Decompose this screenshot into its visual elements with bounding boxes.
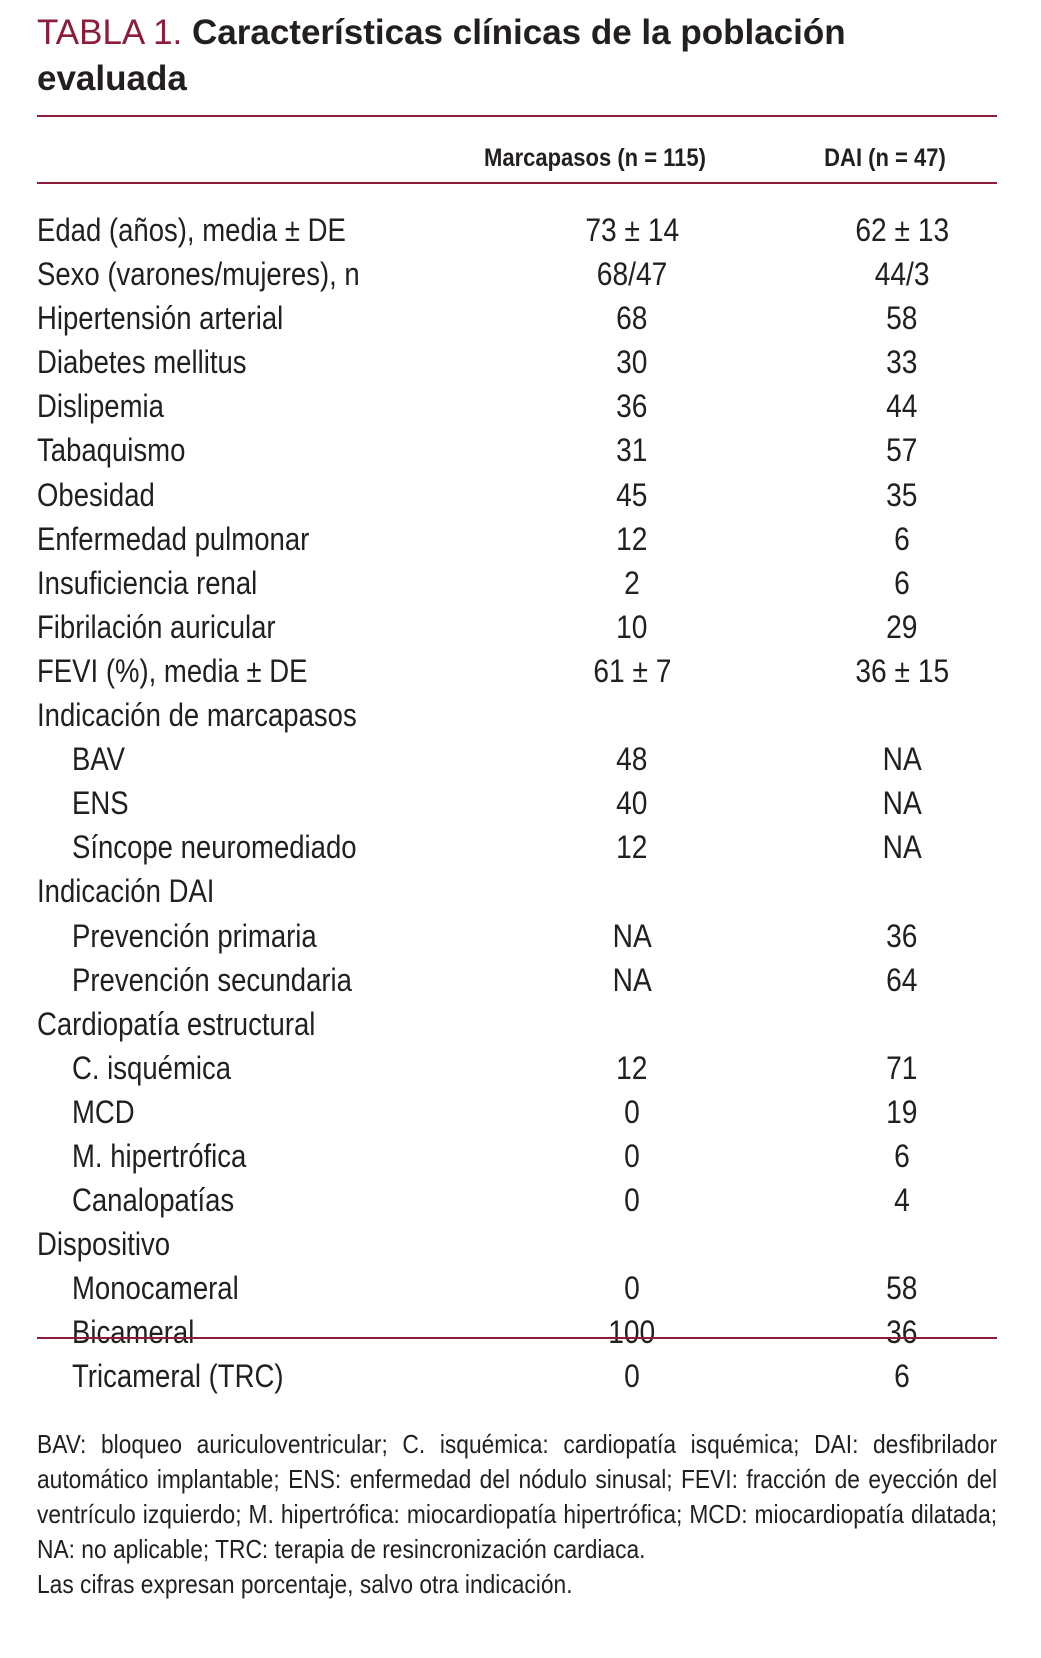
cell-marcapasos [457,252,807,296]
row-label: BAV [72,741,126,778]
cell-value: 33 [886,344,918,381]
cell-value: 58 [886,1270,918,1307]
row-label: Tricameral (TRC) [72,1358,284,1395]
table-row [37,384,997,428]
cell-dai [767,1134,1037,1178]
table-row [37,649,997,693]
cell-marcapasos [457,781,807,825]
cell-dai [767,605,1037,649]
cell-value: NA [882,741,922,778]
table-row [37,825,997,869]
cell-value: 44 [886,388,918,425]
table-row [37,252,997,296]
cell-value: 62 ± 13 [855,212,949,248]
row-label: Canalopatías [72,1182,235,1219]
row-label: Tabaquismo [37,432,186,469]
row-label: Enfermedad pulmonar [37,520,310,557]
row-label: Dislipemia [37,388,164,425]
cell-marcapasos [457,958,807,1002]
cell-marcapasos [457,473,807,517]
table-row [37,605,997,649]
table-row [37,781,997,825]
cell-marcapasos [457,517,807,561]
cell-value: 68 [616,300,648,337]
cell-dai [767,561,1037,605]
cell-value: 45 [616,476,648,513]
table-row [37,1090,997,1134]
cell-dai [767,1310,1037,1354]
cell-value: NA [612,917,652,954]
top-rule [37,115,997,117]
cell-marcapasos [457,1002,807,1046]
cell-value: 58 [886,300,918,337]
table-row [37,1354,997,1398]
cell-dai [767,781,1037,825]
cell-value: 35 [886,476,918,513]
cell-dai [767,1002,1037,1046]
cell-dai [767,1090,1037,1134]
table-row [37,1310,997,1354]
table-row [37,1002,997,1046]
cell-value: 10 [616,608,648,645]
cell-value: 64 [886,961,918,998]
cell-dai [767,914,1037,958]
row-label: MCD [72,1093,135,1130]
table-caption: Características clínicas de la población evaluada [37,13,846,98]
abbreviations-note: BAV: bloqueo auriculoventricular; C. isquémica: cardiopatía isquémica; DAI: desfibrilador automático implantable; ENS: enfermedad del nódulo sinusal; FEVI: fracción de eyección del ventrículo izquierdo; M. hipertrófica: miocardiopatía hipertrófica; MCD: miocardiopatía dilatada; NA: no aplicable; TRC: terapia de resincronización cardiaca. [37,1429,998,1564]
cell-marcapasos [457,649,807,693]
cell-dai [767,1178,1037,1222]
cell-marcapasos [457,737,807,781]
cell-value: 31 [616,432,648,469]
cell-value: 36 [886,1314,918,1351]
row-label: Insuficiencia renal [37,564,258,601]
cell-dai [767,1266,1037,1310]
cell-value: 0 [624,1093,640,1130]
column-header-dai: DAI (n = 47) [824,144,946,172]
cell-dai [767,208,1037,252]
table-row [37,1222,997,1266]
cell-value: NA [882,785,922,822]
cell-marcapasos [457,1046,807,1090]
cell-value: 0 [624,1358,640,1395]
cell-value: 57 [886,432,918,469]
table-row [37,1046,997,1090]
row-label: Edad (años), media ± DE [37,212,346,248]
cell-marcapasos [457,208,807,252]
cell-value: 19 [886,1093,918,1130]
table-row [37,1266,997,1310]
table-row [37,428,997,472]
cell-marcapasos [457,428,807,472]
cell-dai [767,825,1037,869]
table-row [37,296,997,340]
cell-dai [767,252,1037,296]
cell-marcapasos [457,869,807,913]
cell-dai [767,473,1037,517]
cell-dai [767,428,1037,472]
cell-value: 6 [894,520,910,557]
cell-marcapasos [457,1354,807,1398]
cell-marcapasos [457,561,807,605]
cell-value: NA [612,961,652,998]
row-label: ENS [72,785,129,822]
cell-marcapasos [457,914,807,958]
cell-value: 6 [894,1137,910,1174]
table-row [37,517,997,561]
cell-marcapasos [457,693,807,737]
cell-value: 100 [608,1314,656,1351]
row-label: Cardiopatía estructural [37,1005,316,1042]
row-label: Obesidad [37,476,155,513]
table-row [37,693,997,737]
cell-value: 48 [616,741,648,778]
cell-value: 71 [886,1049,918,1086]
cell-dai [767,737,1037,781]
row-label: Bicameral [72,1314,195,1351]
column-header-marcapasos: Marcapasos (n = 115) [484,144,706,172]
cell-value: 36 [886,917,918,954]
row-label: Fibrilación auricular [37,608,276,645]
cell-value: 44/3 [874,256,930,293]
cell-dai [767,340,1037,384]
bottom-rule [37,1337,997,1339]
cell-marcapasos [457,1178,807,1222]
cell-dai [767,384,1037,428]
row-label: C. isquémica [72,1049,232,1086]
cell-value: 6 [894,564,910,601]
cell-value: 36 ± 15 [855,652,949,689]
table-row [37,561,997,605]
cell-value: 30 [616,344,648,381]
row-label: Prevención secundaria [72,961,352,998]
row-label: Hipertensión arterial [37,300,284,337]
cell-marcapasos [457,1266,807,1310]
cell-marcapasos [457,1134,807,1178]
row-label: Sexo (varones/mujeres), n [37,256,360,293]
cell-marcapasos [457,1090,807,1134]
cell-value: 0 [624,1182,640,1219]
header-rule [37,182,997,184]
row-label: Indicación DAI [37,873,215,910]
row-label: Prevención primaria [72,917,317,954]
row-label: Monocameral [72,1270,239,1307]
cell-dai [767,693,1037,737]
cell-dai [767,649,1037,693]
cell-dai [767,517,1037,561]
row-label: M. hipertrófica [72,1137,247,1174]
cell-dai [767,1354,1037,1398]
cell-value: NA [882,829,922,866]
table-row [37,473,997,517]
cell-value: 29 [886,608,918,645]
cell-marcapasos [457,825,807,869]
cell-value: 0 [624,1137,640,1174]
table-row [37,869,997,913]
cell-value: 61 ± 7 [592,652,672,689]
row-label: Dispositivo [37,1226,171,1263]
table-row [37,914,997,958]
cell-dai [767,296,1037,340]
cell-value: 36 [616,388,648,425]
cell-value: 12 [616,829,648,866]
table-row [37,340,997,384]
cell-marcapasos [457,1222,807,1266]
table-row [37,1178,997,1222]
row-label: Indicación de marcapasos [37,697,357,734]
cell-dai [767,1222,1037,1266]
cell-marcapasos [457,296,807,340]
cell-value: 2 [624,564,640,601]
cell-value: 73 ± 14 [585,212,679,248]
cell-value: 6 [894,1358,910,1395]
cell-value: 4 [894,1182,910,1219]
table-footnotes [37,1427,997,1602]
table-number: TABLA 1. [37,13,183,52]
cell-value: 40 [616,785,648,822]
table-row [37,737,997,781]
row-label: Síncope neuromediado [72,829,357,866]
table-row [37,1134,997,1178]
percent-note: Las cifras expresan porcentaje, salvo otra indicación. [37,1569,573,1599]
table-row [37,208,997,252]
row-label: FEVI (%), media ± DE [37,652,308,689]
table-row [37,958,997,1002]
cell-value: 0 [624,1270,640,1307]
cell-value: 12 [616,520,648,557]
row-label: Diabetes mellitus [37,344,247,381]
cell-marcapasos [457,384,807,428]
cell-dai [767,958,1037,1002]
cell-marcapasos [457,1310,807,1354]
cell-value: 12 [616,1049,648,1086]
cell-dai [767,869,1037,913]
table-title [37,10,997,102]
cell-marcapasos [457,605,807,649]
cell-marcapasos [457,340,807,384]
cell-dai [767,1046,1037,1090]
table-body [37,208,997,1399]
cell-value: 68/47 [596,256,668,293]
